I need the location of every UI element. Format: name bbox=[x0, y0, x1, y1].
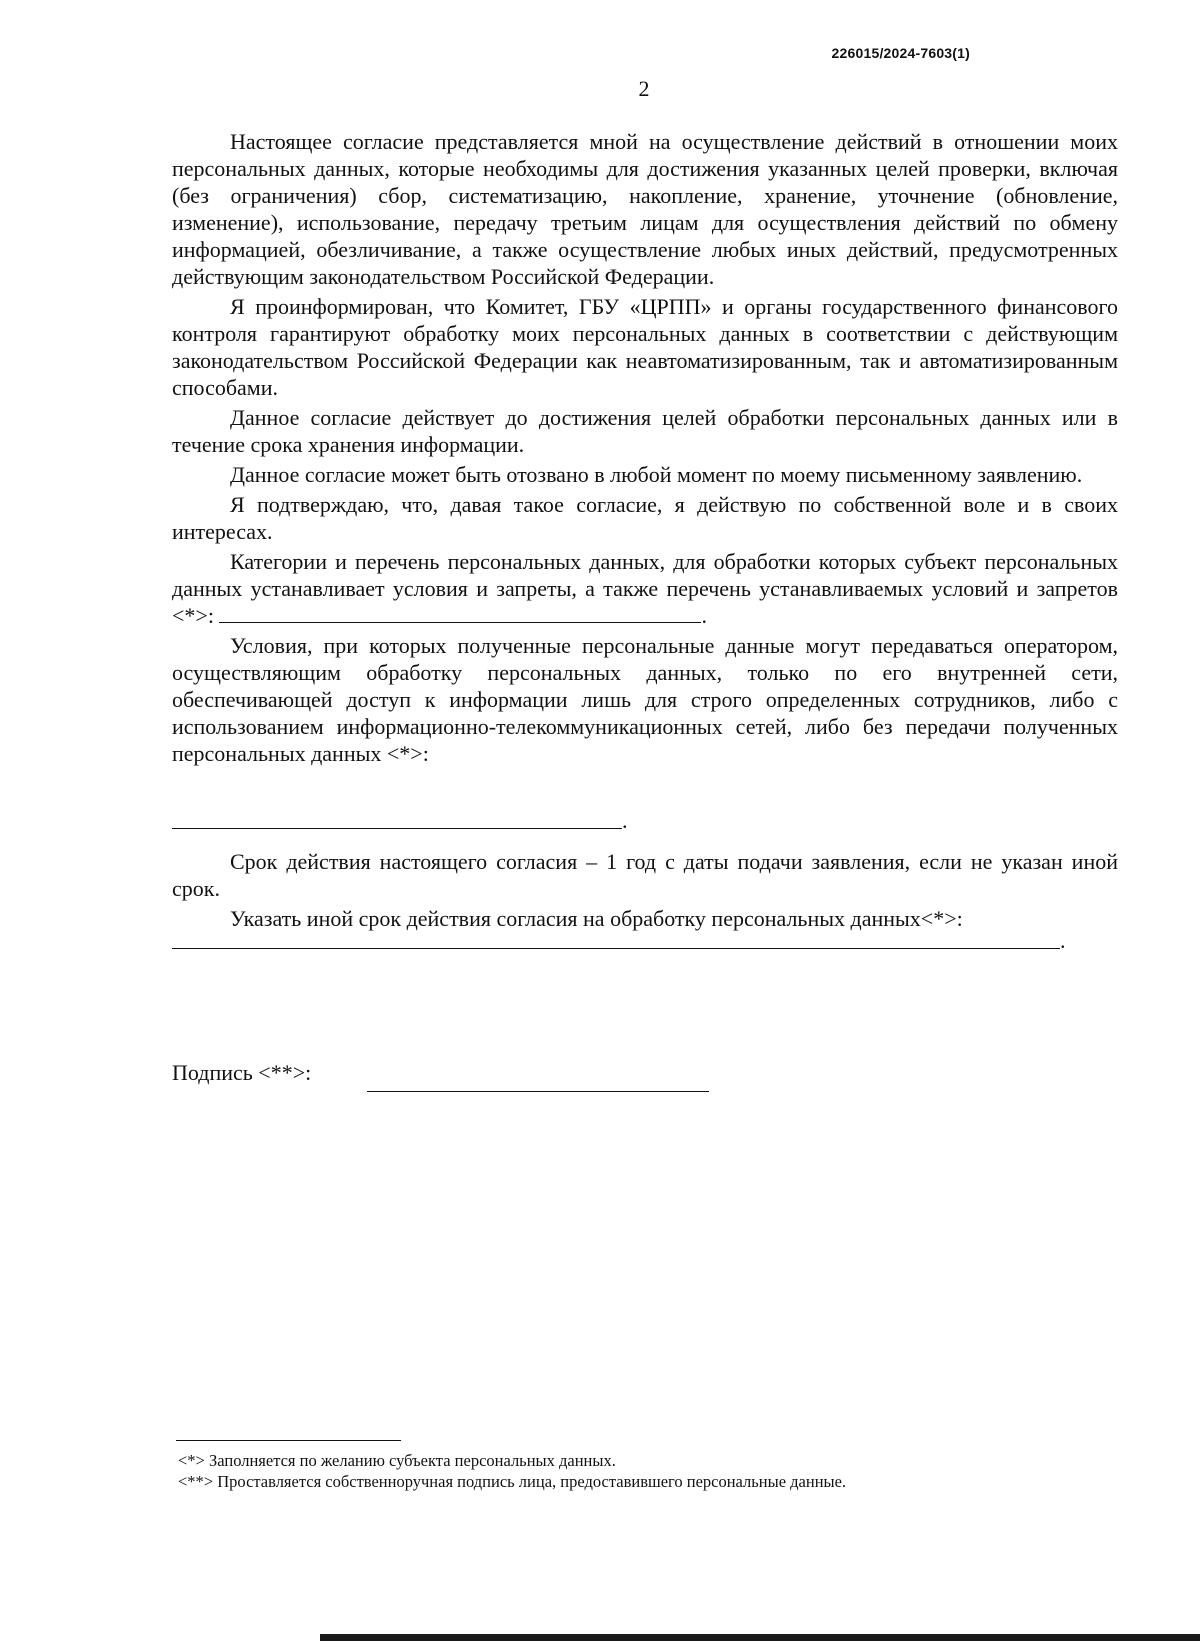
footnote-divider bbox=[176, 1440, 401, 1441]
signature-field[interactable] bbox=[367, 1091, 709, 1092]
paragraph-free-will: Я подтверждаю, что, давая такое согласие, я действую по собственной воле и в своих интересах. bbox=[172, 492, 1118, 544]
conditions-end-mark: . bbox=[622, 808, 628, 833]
conditions-blank-field[interactable] bbox=[172, 828, 622, 829]
paragraph-validity: Данное согласие действует до достижения целей обработки персональных данных или в течение срока хранения информации. bbox=[172, 405, 1118, 457]
paragraph-other-term: Указать иной срок действия согласия на обработку персональных данных<*>: bbox=[230, 906, 963, 931]
categories-text: Категории и перечень персональных данных, для обработки которых субъект персональных данных устанавливает условия и запреты, а также перечень устанавливаемых условий и запретов <*>: bbox=[172, 549, 1118, 628]
categories-blank-field[interactable] bbox=[219, 602, 701, 623]
other-term-end-mark: . bbox=[1060, 928, 1066, 953]
scan-edge-artifact bbox=[320, 1634, 1200, 1641]
other-term-blank-field[interactable] bbox=[172, 948, 1060, 949]
footnotes bbox=[178, 1450, 846, 1492]
page-number: 2 bbox=[638, 76, 650, 101]
paragraph-term: Срок действия настоящего согласия – 1 год с даты подачи заявления, если не указан иной срок. bbox=[172, 849, 1118, 901]
paragraph-informed: Я проинформирован, что Комитет, ГБУ «ЦРПП» и органы государственного финансового контроля гарантируют обработку моих персональных данных в соответствии с действующим законодательством Российской Федерации как неавтоматизированным, так и автоматизированным способами. bbox=[172, 294, 1118, 400]
signature-label: Подпись <**>: bbox=[172, 1060, 312, 1085]
term-section bbox=[172, 848, 1118, 932]
footnote-signature: <**> Проставляется собственноручная подпись лица, предоставившего персональные данные. bbox=[178, 1472, 847, 1491]
document-number: 226015/2024-7603(1) bbox=[831, 45, 970, 61]
categories-end-mark: . bbox=[701, 603, 707, 628]
paragraph-categories bbox=[172, 548, 1118, 629]
footnote-optional: <*> Заполняется по желанию субъекта персональных данных. bbox=[178, 1451, 616, 1470]
paragraph-conditions: Условия, при которых полученные персональные данные могут передаваться оператором, осуществляющим обработку персональных данных, только по его внутренней сети, обеспечивающей доступ к информации лишь для строго определенных сотрудников, либо с использованием информационно-телекоммуникационных сетей, либо без передачи полученных персональных данных <*>: bbox=[172, 633, 1118, 766]
consent-body bbox=[172, 128, 1118, 767]
paragraph-actions: Настоящее согласие представляется мной на осуществление действий в отношении моих персональных данных, которые необходимы для достижения указанных целей проверки, включая (без ограничения) сбор, систематизацию, накопление, хранение, уточнение (обновление, изменение), использование, передачу третьим лицам для осуществления действий по обмену информацией, обезличивание, а также осуществление любых иных действий, предусмотренных действующим законодательством Российской Федерации. bbox=[172, 129, 1118, 289]
paragraph-revocation: Данное согласие может быть отозвано в любой момент по моему письменному заявлению. bbox=[230, 462, 1083, 487]
